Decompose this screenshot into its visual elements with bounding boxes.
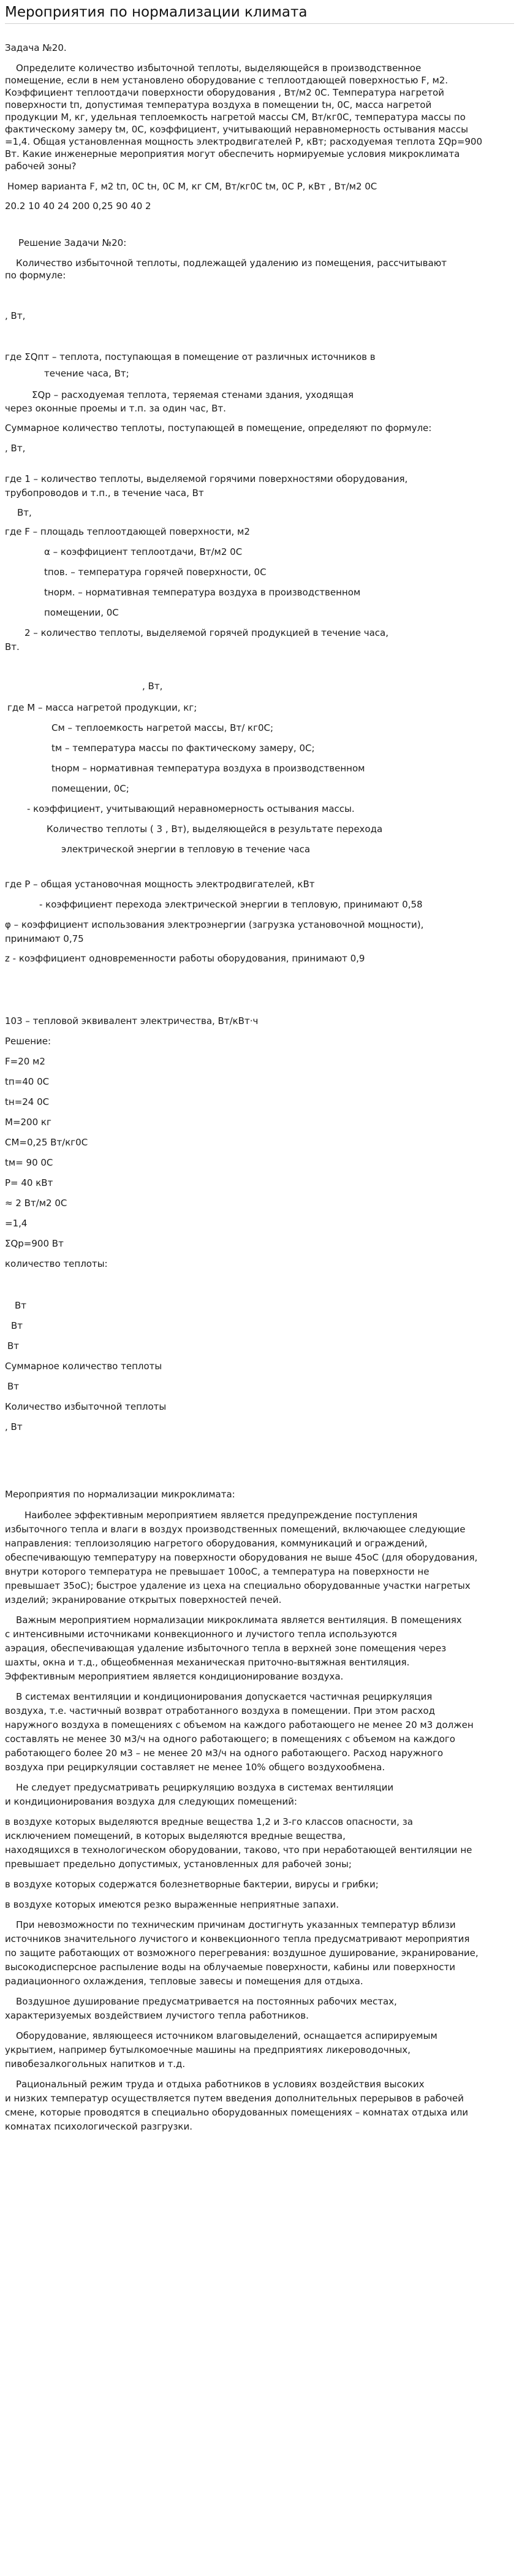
text-line: помещении, 0С; [51, 783, 129, 794]
text-line: Суммарное количество теплоты, поступающей в помещение, определяют по формуле: [5, 422, 432, 434]
text-line: характеризуемых воздействием лучистого тепла работников. [5, 2010, 309, 2021]
text-line: Решение: [5, 1036, 51, 1047]
text-line: tп=40 0С [5, 1076, 50, 1087]
text-line: Вт, [17, 507, 32, 518]
text-line: где М – масса нагретой продукции, кг; [7, 702, 197, 713]
text-line: Важным мероприятием нормализации микроклимата является вентиляция. В помещениях [16, 1615, 462, 1626]
text-line: Эффективным мероприятием является кондиционирование воздуха. [5, 1671, 344, 1682]
text-line: где 1 – количество теплоты, выделяемой горячими поверхностями оборудования, [5, 473, 408, 484]
text-line: =1,4 [5, 1218, 28, 1229]
text-line: =1,4. Общая установленная мощность электродвигателей Р, кВт; расходуемая теплота ΣQр=900 [5, 136, 483, 147]
title-divider [5, 23, 514, 24]
text-line: где Р – общая установочная мощность электродвигателей, кВт [5, 879, 315, 890]
text-line: ≈ 2 Вт/м2 0С [5, 1198, 67, 1209]
text-line: смене, которые проводятся в специально оборудованных помещениях – комнатах отдыха или [5, 2107, 469, 2118]
text-line: Вт. Какие инженерные мероприятия могут обеспечить нормируемые условия микроклимата [5, 148, 460, 159]
text-line: принимают 0,75 [5, 933, 84, 944]
text-line: Воздушное душирование предусматривается на постоянных рабочих местах, [16, 1996, 397, 2007]
text-line: tм= 90 0С [5, 1157, 53, 1168]
text-line: Вт [15, 1300, 27, 1311]
text-line: 20.2 10 40 24 200 0,25 90 40 2 [5, 201, 151, 212]
text-line: Вт [11, 1320, 23, 1331]
text-line: помещение, если в нем установлено оборудование с теплоотдающей поверхностью F, м2. [5, 75, 449, 86]
text-line: Количество избыточной теплоты [5, 1401, 167, 1412]
text-line: через оконные проемы и т.п. за один час, Вт. [5, 403, 226, 414]
text-line: z - коэффициент одновременности работы оборудования, принимают 0,9 [5, 953, 365, 964]
text-line: φ – коэффициент использования электроэнергии (загрузка установочной мощности), [5, 919, 424, 930]
text-line: Задача №20. [5, 42, 67, 53]
text-line: количество теплоты: [5, 1258, 108, 1269]
text-line: превышает предельно допустимых, установленных для рабочей зоны; [5, 1859, 352, 1870]
text-line: продукции М, кг, удельная теплоемкость нагретой массы СМ, Вт/кг0С, температура массы по [5, 112, 466, 123]
text-line: избыточного тепла и влаги в воздух производственных помещений, включающее следующие [5, 1524, 466, 1535]
text-line: с интенсивными источниками конвекционного и лучистого тепла используются [5, 1629, 397, 1640]
text-line: tн=24 0С [5, 1096, 50, 1107]
text-line: - коэффициент, учитывающий неравномерность остывания массы. [27, 803, 355, 814]
text-line: CM=0,25 Вт/кг0С [5, 1137, 88, 1148]
text-line: F=20 м2 [5, 1056, 45, 1067]
text-line: превышает 35оС); быстрое удаление из цеха на специально оборудованные участки нагретых [5, 1580, 471, 1591]
text-line: исключением помещений, в которых выделяются вредные вещества, [5, 1830, 346, 1841]
text-line: Вт. [5, 641, 20, 652]
text-line: в воздухе которых имеются резко выраженные неприятные запахи. [5, 1899, 339, 1910]
text-line: по защите работающих от возможного перегревания: воздушное душирование, экранирование, [5, 1947, 479, 1959]
text-line: где F – площадь теплоотдающей поверхности, м2 [5, 526, 250, 537]
text-line: трубопроводов и т.п., в течение часа, Вт [5, 487, 204, 499]
text-line: tпов. – температура горячей поверхности, 0С [44, 567, 267, 578]
text-line: внутри которого температура не превышает 100оС, а температура на поверхности не [5, 1566, 430, 1577]
text-line: При невозможности по техническим причинам достигнуть указанных температур вблизи [16, 1919, 456, 1930]
text-line: по формуле: [5, 270, 66, 281]
text-line: Вт [7, 1381, 20, 1392]
text-line: , Вт, [5, 443, 26, 454]
text-line: помещении, 0С [44, 607, 119, 618]
text-line: источников значительного лучистого и конвекционного тепла предусматривают мероприятия [5, 1933, 470, 1944]
text-line: ΣQр=900 Вт [5, 1238, 64, 1249]
text-line: 2 – количество теплоты, выделяемой горячей продукцией в течение часа, [25, 627, 389, 638]
text-line: аэрация, обеспечивающая удаление избыточного тепла в верхней зоне помещения через [5, 1643, 447, 1654]
text-line: течение часа, Вт; [44, 368, 129, 379]
text-line: направления: теплоизоляцию нагретого оборудования, коммуникаций и ограждений, [5, 1538, 428, 1549]
text-line: α – коэффициент теплоотдачи, Вт/м2 0С [44, 546, 243, 557]
text-line: Не следует предусматривать рециркуляцию воздуха в системах вентиляции [16, 1782, 394, 1793]
text-line: и низких температур осуществляется путем введения дополнительных перерывов в рабочей [5, 2093, 464, 2104]
text-line: M=200 кг [5, 1117, 51, 1128]
text-line: комнатах психологической разгрузки. [5, 2121, 192, 2132]
text-line: в воздухе которых содержатся болезнетворные бактерии, вирусы и грибки; [5, 1879, 379, 1890]
text-line: tм – температура массы по фактическому замеру, 0С; [51, 743, 315, 754]
text-line: , Вт [5, 1421, 23, 1432]
text-line: электрической энергии в тепловую в течение часа [61, 844, 311, 855]
text-line: В системах вентиляции и кондиционирования допускается частичная рециркуляция [16, 1691, 433, 1702]
page-title: Мероприятия по нормализации климата [5, 4, 308, 20]
text-line: , Вт, [5, 310, 26, 321]
text-line: воздуха, т.е. частичный возврат отработанного воздуха в помещении. При этом расход [5, 1705, 435, 1716]
text-line: рабочей зоны? [5, 161, 77, 172]
text-line: Количество избыточной теплоты, подлежащей удалению из помещения, рассчитывают [16, 258, 447, 269]
text-line: tнорм – нормативная температура воздуха в производственном [51, 763, 365, 774]
text-line: и кондиционирования воздуха для следующих помещений: [5, 1796, 297, 1807]
text-line: - коэффициент перехода электрической энергии в тепловую, принимают 0,58 [39, 899, 423, 910]
text-line: радиационного охлаждения, тепловые завесы и помещения для отдыха. [5, 1976, 363, 1987]
text-line: укрытием, например бутылкомоечные машины на предприятиях ликероводочных, [5, 2044, 411, 2055]
text-line: фактическому замеру tм, 0С, коэффициент, учитывающий неравномерность остывания массы [5, 124, 468, 135]
text-line: Суммарное количество теплоты [5, 1361, 162, 1372]
text-line: 103 – тепловой эквивалент электричества, Вт/кВт·ч [5, 1015, 259, 1026]
text-line: Коэффициент теплоотдачи поверхности оборудования , Вт/м2 0С. Температура нагретой [5, 87, 444, 98]
text-line: составлять не менее 30 м3/ч на одного работающего; в помещениях с объемом на каждого [5, 1733, 455, 1745]
text-line: наружного воздуха в помещениях с объемом на каждого работающего не менее 20 м3 должен [5, 1719, 474, 1730]
text-line: шахты, окна и т.д., общеобменная механическая приточно-вытяжная вентиляция. [5, 1657, 410, 1668]
text-line: Мероприятия по нормализации микроклимата: [5, 1489, 235, 1500]
text-line: Решение Задачи №20: [18, 237, 127, 248]
text-line: Cм – теплоемкость нагретой массы, Вт/ кг0С; [51, 722, 274, 733]
text-line: в воздухе которых выделяются вредные вещества 1,2 и 3-го классов опасности, за [5, 1816, 413, 1827]
text-line: обеспечивающую температуру на поверхности оборудования не выше 45оС (для оборудования, [5, 1552, 478, 1563]
text-line: Наиболее эффективным мероприятием является предупреждение поступления [25, 1510, 418, 1521]
text-line: изделий; экранирование открытых поверхностей печей. [5, 1594, 282, 1605]
text-line: Рациональный режим труда и отдыха работников в условиях воздействия высоких [16, 2079, 425, 2090]
text-line: где ΣQпт – теплота, поступающая в помещение от различных источников в [5, 351, 376, 362]
text-line: Определите количество избыточной теплоты, выделяющейся в производственное [16, 63, 422, 74]
text-line: работающего более 20 м3 – не менее 20 м3/ч на одного работающего. Расход наружного [5, 1748, 444, 1759]
text-line: ΣQр – расходуемая теплота, теряемая стенами здания, уходящая [32, 389, 354, 400]
text-line: Оборудование, являющееся источником влаговыделений, оснащается аспирируемым [16, 2030, 438, 2041]
text-line: Количество теплоты ( 3 , Вт), выделяющейся в результате перехода [47, 824, 383, 835]
text-line: поверхности tп, допустимая температура воздуха в помещении tн, 0С, масса нагретой [5, 99, 432, 110]
text-line: воздуха при рециркуляции составляет не менее 10% общего воздухообмена. [5, 1762, 385, 1773]
text-line: Номер варианта F, м2 tп, 0С tн, 0С М, кг СМ, Вт/кг0С tм, 0С Р, кВт , Вт/м2 0С [7, 181, 377, 192]
text-line: Вт [7, 1340, 20, 1351]
text-line: tнорм. – нормативная температура воздуха в производственном [44, 587, 361, 598]
text-line: находящихся в технологическом оборудовании, таково, что при неработающей вентиляции не [5, 1844, 472, 1856]
text-line: , Вт, [142, 681, 163, 692]
text-line: высокодисперсное распыление воды на облучаемые поверхности, кабины или поверхности [5, 1962, 455, 1973]
text-line: пивобезалкогольных напитков и т.д. [5, 2058, 186, 2070]
text-line: P= 40 кВт [5, 1177, 53, 1188]
